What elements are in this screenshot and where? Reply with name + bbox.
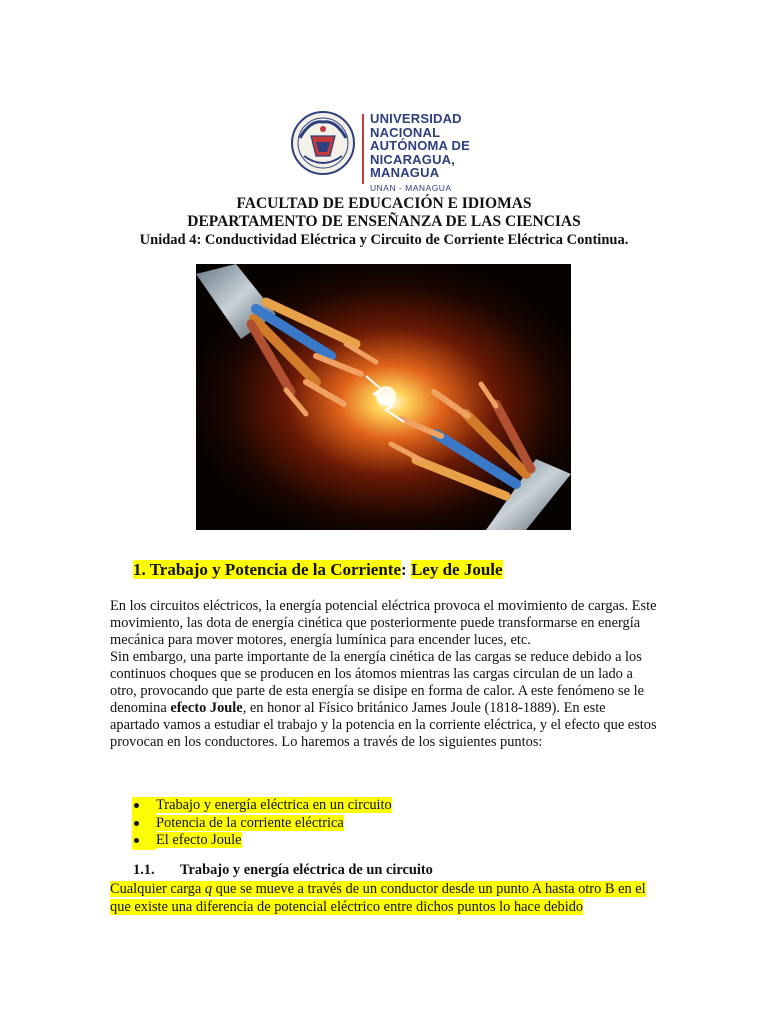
paragraph-1: En los circuitos eléctricos, la energía potencial eléctrica provoca el movimiento de cargas. Este movimiento, las dota de energía cinética que posteriormente puede transformarse en energía mecánica para mover motores, energía lumínica para encender luces, etc.: [110, 598, 657, 648]
list-item: [132, 797, 392, 815]
bullet-icon: [132, 797, 156, 815]
department-heading: DEPARTAMENTO DE ENSEÑANZA DE LAS CIENCIAS: [187, 213, 581, 230]
section-title-main: 1. Trabajo y Potencia de la Corriente: [133, 560, 402, 579]
paragraph-2-end: , en honor al Físico británico James Joule (1818-1889). En este apartado vamos a estudiar el trabajo y la potencia en la corriente eléctrica, y el efecto que estos provocan en los conductores. Lo haremos a través de los siguientes puntos:: [110, 700, 657, 750]
list-item-label: Trabajo y energía eléctrica en un circuito: [156, 797, 392, 813]
logo-divider: [362, 114, 364, 184]
list-item: [132, 815, 392, 833]
spark-image-icon: [196, 264, 571, 530]
university-logo: [290, 110, 490, 193]
section-title: [133, 560, 503, 580]
logo-line: MANAGUA: [370, 165, 440, 180]
topic-list: [132, 797, 392, 850]
highlight-before: Cualquier carga: [110, 881, 205, 897]
list-item-label: Potencia de la corriente eléctrica: [156, 814, 344, 831]
faculty-heading: FACULTAD DE EDUCACIÓN E IDIOMAS: [236, 195, 532, 212]
bullet-icon: [132, 832, 156, 850]
charge-variable: q: [204, 881, 213, 897]
body-text: [110, 598, 658, 751]
list-item-label: El efecto Joule: [156, 832, 242, 848]
subsection-number: 1.1.: [133, 862, 155, 878]
subsection-heading: [133, 862, 433, 879]
subsection-title: Trabajo y energía eléctrica de un circuito: [180, 862, 433, 878]
list-item: [132, 832, 392, 850]
logo-line: NICARAGUA,: [370, 151, 456, 167]
logo-subline: UNAN - MANAGUA: [370, 182, 452, 193]
logo-line: AUTÓNOMA DE: [370, 138, 470, 153]
section-title-highlight: Ley de Joule: [410, 560, 503, 579]
electric-wires-photo: [196, 264, 571, 530]
highlight-after: que se mueve a través de un conductor desde un punto A hasta otro B en el que existe una diferencia de potencial eléctrico entre dichos puntos lo hace debido: [110, 881, 646, 915]
bullet-icon: [132, 815, 156, 833]
paragraph-2-start: Sin embargo, una parte importante de la energía cinética de las cargas se reduce debido a los continuos choques que se producen en los átomos mientras las cargas circulan de un lado a otro, provocando que parte de esta energía se disipe en forma de calor. A este fenómeno se le denomina: [110, 649, 644, 716]
logo-text: [370, 112, 470, 195]
university-seal-icon: [290, 110, 356, 176]
efecto-joule-term: efecto Joule: [170, 700, 243, 716]
unit-heading: Unidad 4: Conductividad Eléctrica y Circuito de Corriente Eléctrica Continua.: [139, 232, 629, 248]
section-title-sep: :: [401, 560, 411, 579]
logo-line: NACIONAL: [370, 124, 441, 140]
highlighted-paragraph: [110, 880, 658, 916]
paragraph-2: [110, 649, 658, 751]
logo-line: UNIVERSIDAD: [370, 111, 462, 126]
